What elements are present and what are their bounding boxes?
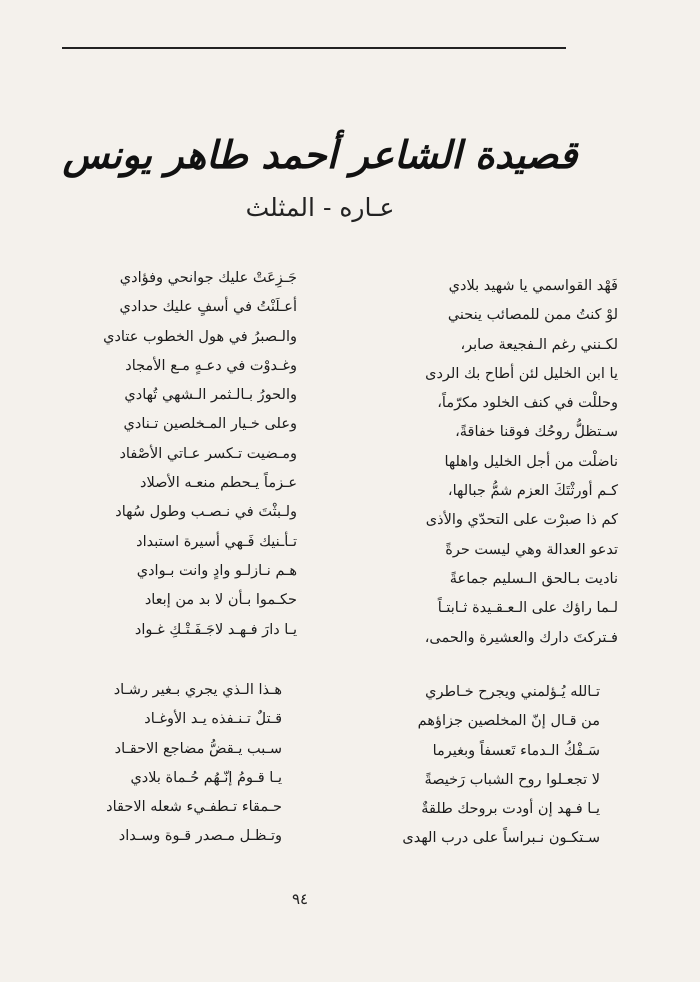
stanza-1-second-hemistichs bbox=[42, 264, 297, 645]
verse-line: يـا دارَ فـهـد لاجَـفَـتْـكِ غـواد bbox=[134, 621, 297, 638]
verse-line: يـا قـومُ إنّـهُم حُـماة بلادي bbox=[130, 769, 282, 786]
verse-line: أعـلَنْتُ في أسفٍ عليك حدادي bbox=[119, 299, 297, 316]
verse-line: وغـدوْت في دعـهٍ مـع الأمجاد bbox=[125, 357, 297, 374]
verse-line: لـما راؤك على الـعـقـيدة ثـابتـاً bbox=[437, 600, 618, 617]
verse-line: وحللْت في كنف الخلود مكرّماً، bbox=[437, 395, 618, 412]
verse-line: فَهْد القواسمي يا شهيد بلادي bbox=[448, 278, 618, 294]
verse-line: لا تجعـلوا روح الشباب رَخيصةً bbox=[424, 771, 600, 788]
verse-line: سَـفْكُ الـدماء تَعسفاً وبغيرما bbox=[432, 742, 600, 759]
verse-line: كم ذا صبرْت على التحدّي والأذى bbox=[425, 512, 618, 529]
verse-line: تدعو العدالة وهي ليست حرةً bbox=[445, 541, 618, 558]
verse-line: وتـظـل مـصدر قـوة وسـداد bbox=[118, 828, 282, 845]
verse-line: ولـبثْتَ في نـصـب وطول سُهاد bbox=[115, 504, 297, 521]
verse-line: يـا فـهد إن أودت بروحك طلقةٌ bbox=[421, 801, 600, 818]
verse-line: جَـزِعَتْ عليك جوانحي وفؤادي bbox=[119, 270, 297, 286]
stanza-1-first-hemistichs bbox=[318, 272, 618, 653]
page-number: ٩٤ bbox=[291, 890, 309, 908]
verse-line: فـتركتَ دارك والعشيرة والحمى، bbox=[424, 629, 618, 646]
verse-line: والحورُ بـالـثمر الـشهي تُهادي bbox=[124, 387, 297, 404]
poem-title: قصيدة الشاعر أحمد طاهر يونس bbox=[62, 132, 578, 177]
verse-line: سـتظلُّ روحُك فوقنا خفاقةً، bbox=[455, 424, 618, 441]
verse-line: سـتكـون نـبراساً على درب الهدى bbox=[402, 830, 600, 847]
verse-line: ناديت بـالحق الـسليم جماعةً bbox=[449, 570, 618, 587]
verse-line: سـبب يـقضُّ مضاجع الاحقـاد bbox=[114, 740, 282, 757]
verse-line: من قـال إنّ المخلصين جزاؤهم bbox=[417, 713, 600, 730]
verse-line: ناضلْت من أجل الخليل واهلها bbox=[444, 453, 618, 470]
verse-line: هـذا الـذي يجري بـغير رشـاد bbox=[113, 682, 282, 698]
verse-line: حكـموا بـأن لا بد من إبعاد bbox=[144, 592, 297, 609]
top-rule-divider bbox=[62, 47, 566, 49]
verse-line: كـم أورثْتَكَ العزم شمُّ جبالها، bbox=[447, 483, 618, 500]
verse-line: وعلى خـيار المـخلصين تـنادي bbox=[123, 416, 297, 433]
verse-line: هـم نـازلـو وادٍ وانت بـوادي bbox=[136, 562, 297, 579]
verse-line: قـتلٌ تـنـفذه يـد الأوغـاد bbox=[144, 711, 282, 728]
verse-line: لكـنني رغم الـفجيعة صابر، bbox=[460, 336, 618, 353]
stanza-2-second-hemistichs bbox=[42, 676, 282, 852]
stanza-2-first-hemistichs bbox=[300, 678, 600, 854]
verse-line: حـمقاء تـطفـيء شعله الاحقاد bbox=[106, 799, 282, 816]
verse-line: يا ابن الخليل لئن أطاح بك الردى bbox=[425, 365, 618, 382]
verse-line: تـأـنيك فَـهي أسيرة استبداد bbox=[136, 533, 297, 550]
verse-line: تـالله يُـؤلمني ويجرح خـاطري bbox=[425, 684, 600, 700]
poet-location-subtitle: عـاره - المثلث bbox=[245, 193, 395, 222]
verse-line: عـزماً يـحطم منعـه الأصلاد bbox=[140, 475, 297, 492]
verse-line: ومـضيت تـكسر عـاتي الأصْفاد bbox=[119, 445, 297, 462]
verse-line: لوْ كنتُ ممن للمصائب ينحني bbox=[447, 307, 618, 324]
verse-line: والـصبرُ في هول الخطوب عتادي bbox=[103, 328, 297, 345]
